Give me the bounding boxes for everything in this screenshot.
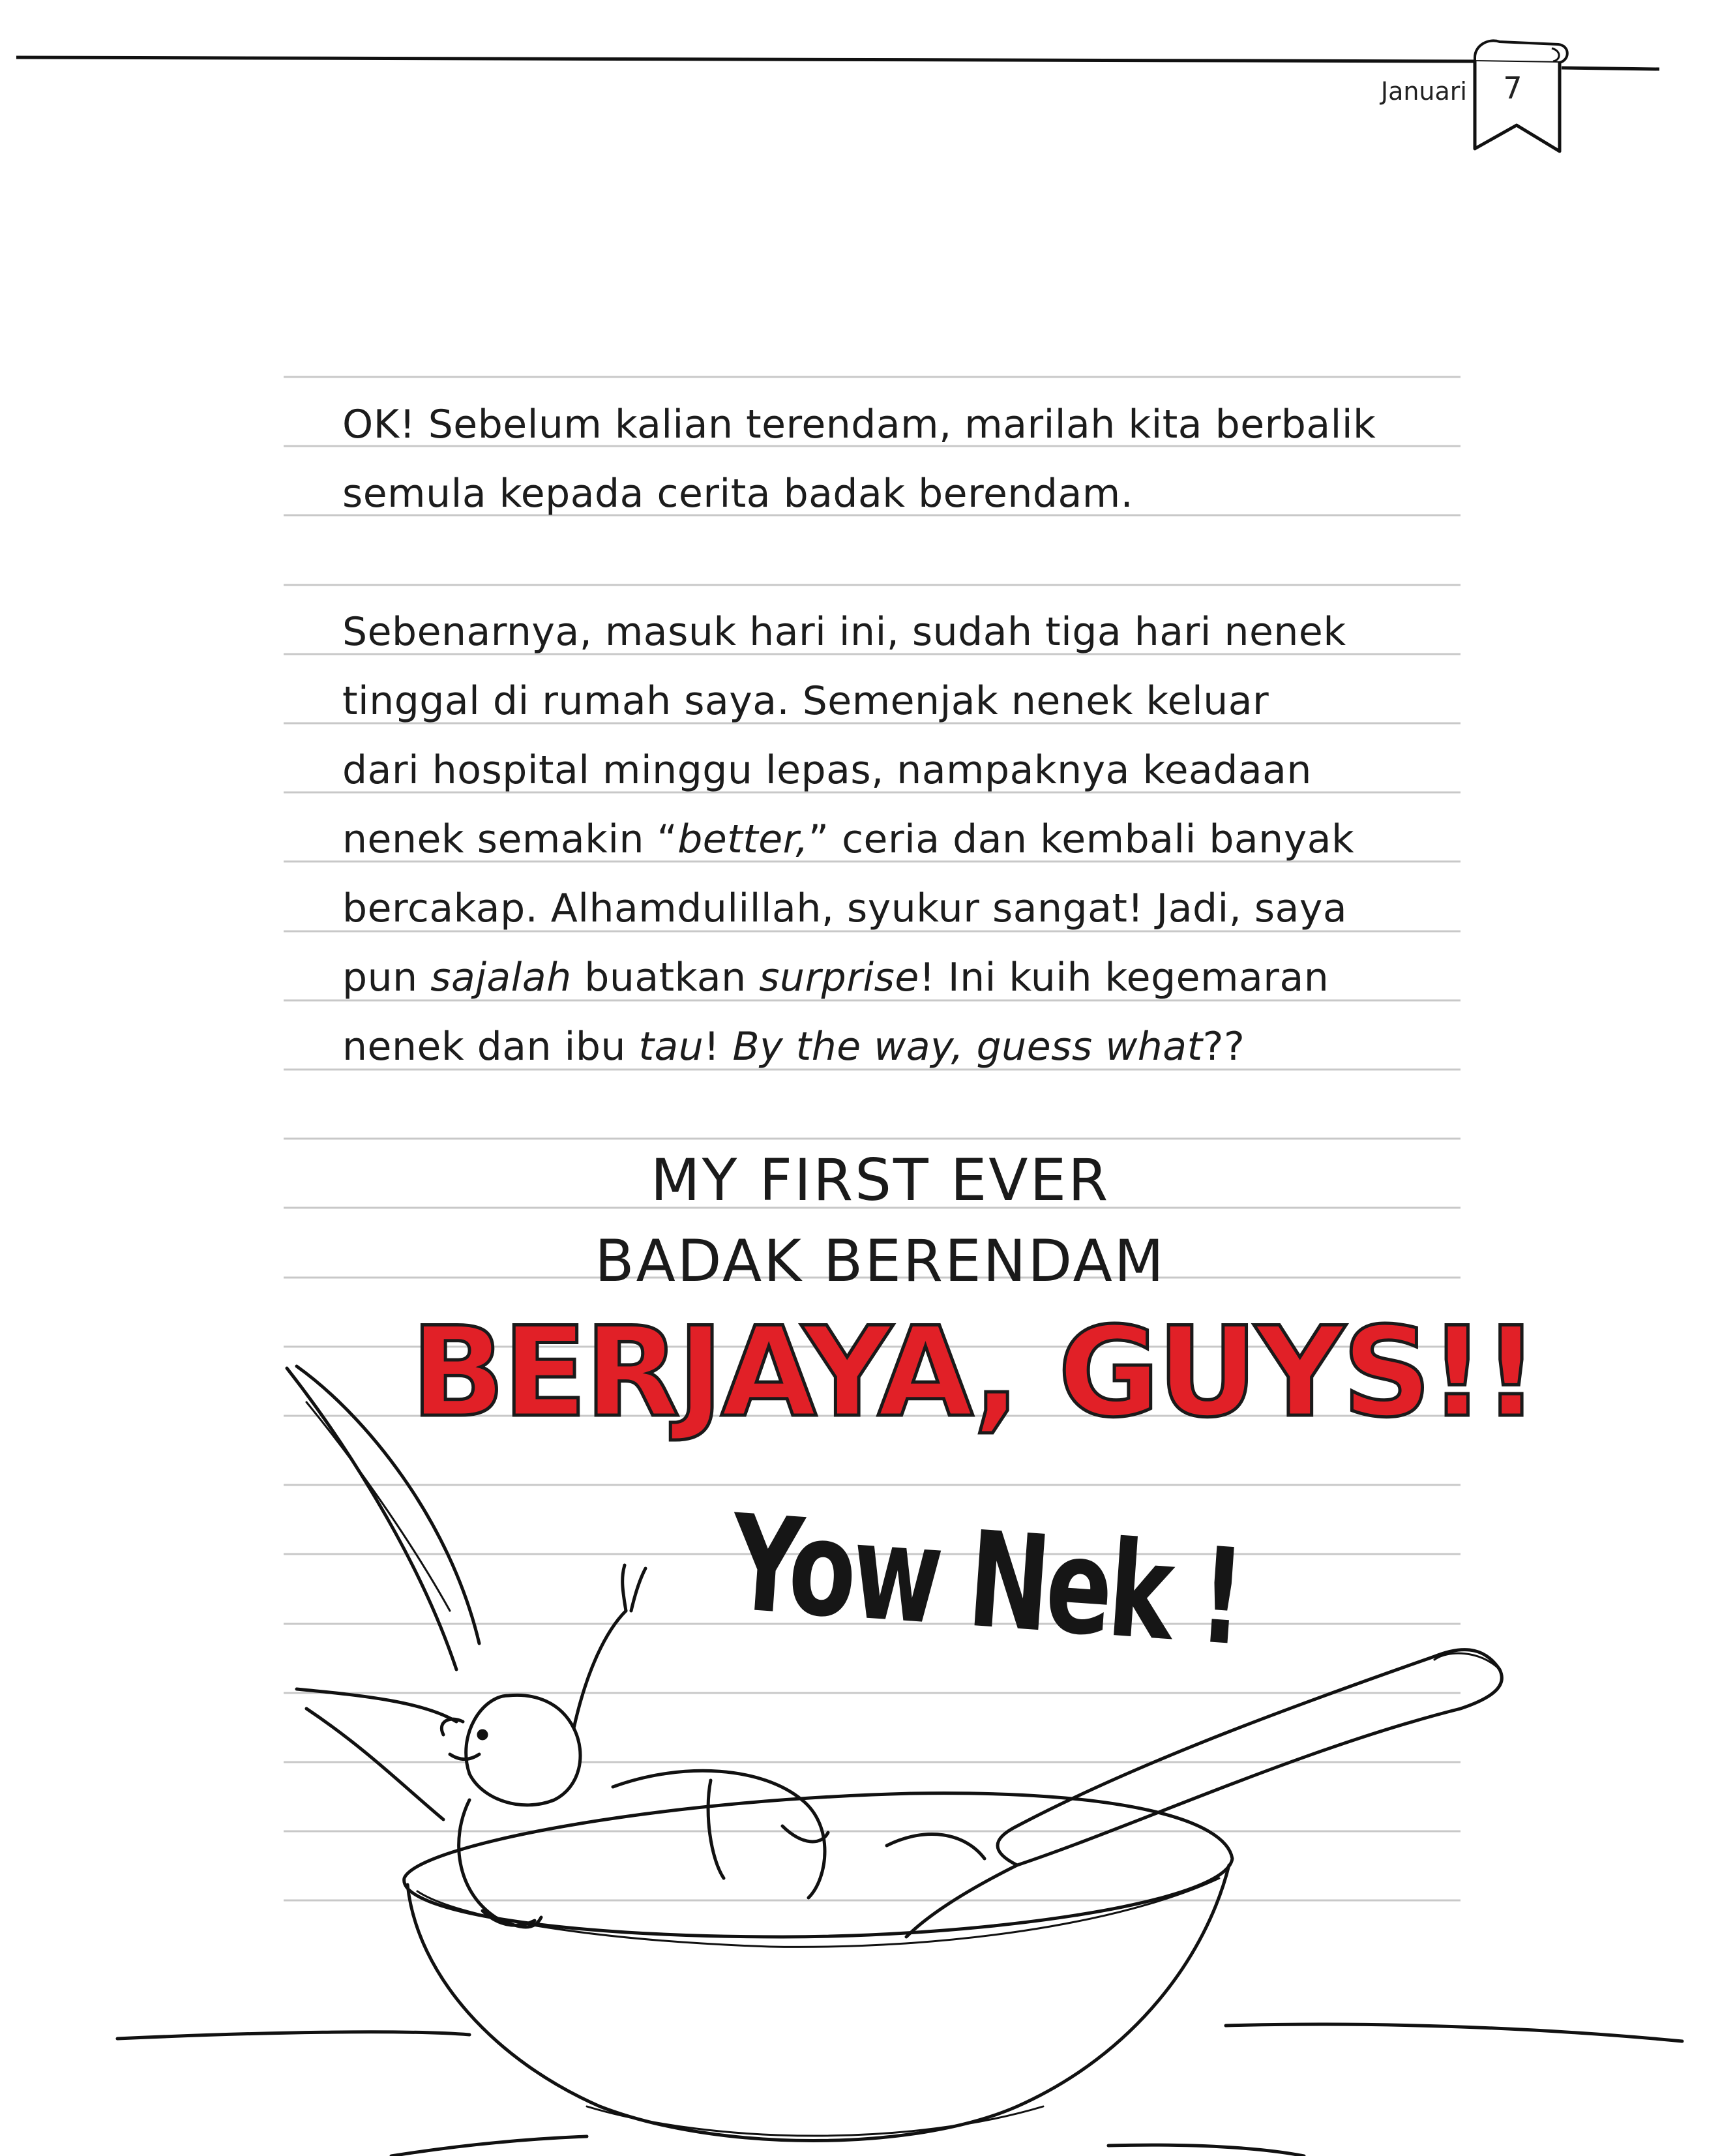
text-run: pun	[342, 955, 431, 1000]
italic-text: By the way, guess what	[732, 1024, 1203, 1070]
italic-text: surprise	[759, 955, 919, 1000]
bowl-drawing	[117, 1793, 1682, 2156]
heading-line-2: BADAK BERENDAM	[595, 1227, 1166, 1295]
text-run: nenek semakin “	[342, 816, 678, 862]
text-run: OK! Sebelum kalian terendam, marilah kita berbalik	[342, 402, 1376, 447]
text-run: dari hospital minggu lepas, nampaknya keadaan	[342, 747, 1312, 793]
italic-text: tau	[638, 1024, 704, 1070]
header-month: Januari	[1380, 77, 1467, 106]
italic-text: better,	[677, 816, 808, 862]
heading-line-1: MY FIRST EVER	[650, 1146, 1110, 1214]
text-run: ! Ini kuih kegemaran	[919, 955, 1329, 1000]
text-run: ??	[1202, 1024, 1245, 1070]
page-number: 7	[1503, 70, 1522, 106]
text-run: ” ceria dan kembali banyak	[808, 816, 1355, 862]
berjaya-exclamation: BERJAYA, GUYS!!	[411, 1300, 1537, 1445]
italic-text: sajalah	[430, 955, 572, 1000]
text-run: tinggal di rumah saya. Semenjak nenek keluar	[342, 678, 1269, 724]
text-run: Sebenarnya, masuk hari ini, sudah tiga hari nenek	[342, 609, 1346, 655]
text-run: bercakap. Alhamdulillah, syukur sangat! Jadi, saya	[342, 886, 1348, 931]
text-run: !	[704, 1024, 733, 1070]
text-run: nenek dan ibu	[342, 1024, 639, 1070]
text-run: buatkan	[571, 955, 760, 1000]
text-run: semula kepada cerita badak berendam.	[342, 471, 1134, 517]
yow-nek-scribble: Yow Nek !	[726, 1487, 1246, 1675]
